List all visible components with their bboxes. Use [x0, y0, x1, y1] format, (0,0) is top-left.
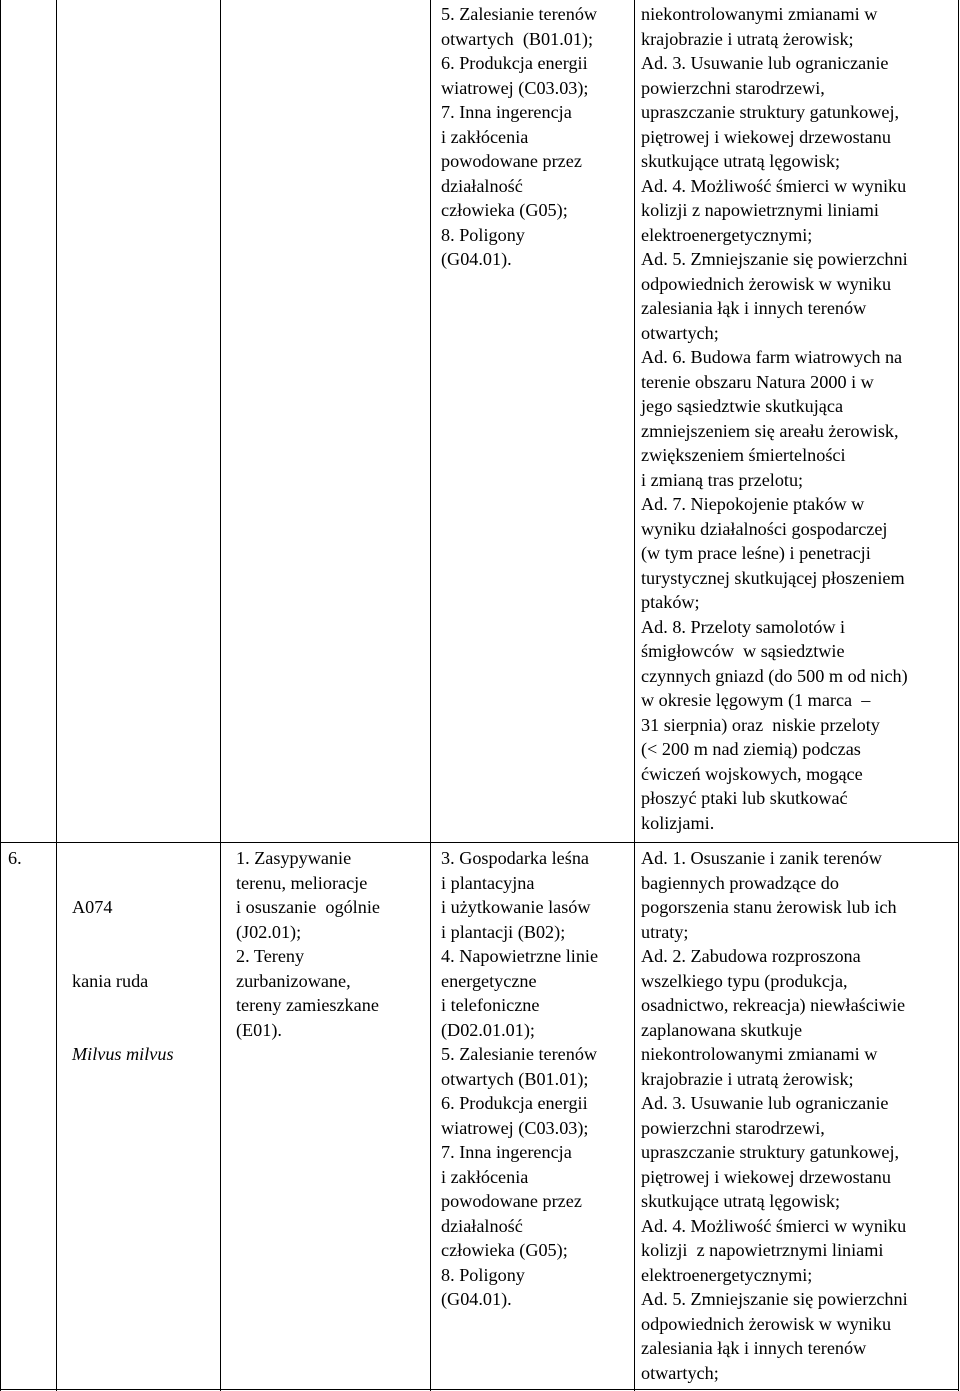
text-line: działalność [441, 175, 523, 196]
potential-threats-cell [441, 846, 598, 1312]
text-line: Ad. 5. Zmniejszanie się powierzchni [641, 249, 908, 269]
text-line: wyniku działalności gospodarczej [641, 518, 888, 539]
text-line: powierzchni starodrzewi, [641, 1117, 825, 1138]
text-line: niekontrolowanymi zmianami w [641, 4, 878, 24]
column-divider-2 [220, 0, 221, 1391]
table-border-left [0, 0, 1, 1391]
text-line: śmigłowców w sąsiedztwie [641, 641, 845, 661]
text-line: 5. Zalesianie terenów [441, 1044, 598, 1064]
text-line: zalesiania łąk i innych terenów [641, 1338, 867, 1358]
text-line: Ad. 3. Usuwanie lub ograniczanie [641, 1093, 889, 1113]
text-line: powierzchni starodrzewi, [641, 77, 825, 98]
text-line: skutkujące utratą lęgowisk; [641, 151, 840, 171]
text-line: terenie obszaru Natura 2000 i w [641, 371, 874, 392]
text-line: skutkujące utratą lęgowisk; [641, 1191, 840, 1211]
text-line: 1. Zasypywanie [236, 848, 352, 868]
text-line: i zakłócenia [441, 1166, 529, 1187]
text-line: otwartych (B01.01); [441, 1068, 589, 1089]
table-border-right [958, 0, 959, 1391]
species-latin-name: Milvus milvus [72, 1044, 174, 1064]
text-line: upraszczanie struktury gatunkowej, [641, 1142, 900, 1162]
text-line: Ad. 1. Osuszanie i zanik terenów [641, 848, 882, 868]
text-line: (E01). [236, 1019, 282, 1040]
text-line: i plantacji (B02); [441, 921, 566, 942]
text-line: człowieka (G05); [441, 200, 568, 220]
text-line: i telefoniczne [441, 995, 540, 1015]
text-line: i plantacyjna [441, 872, 535, 893]
text-line: piętrowej i wiekowej drzewostanu [641, 1166, 891, 1187]
row-divider [0, 842, 959, 843]
text-line: odpowiednich żerowisk w wyniku [641, 273, 892, 294]
text-line: płoszyć ptaki lub skutkować [641, 788, 848, 808]
species-common-name: kania ruda [72, 970, 149, 991]
species-code: A074 [72, 897, 113, 917]
text-line: (< 200 m nad ziemią) podczas [641, 739, 861, 759]
column-divider-4 [634, 0, 635, 1391]
text-line: w okresie lęgowym (1 marca – [641, 690, 871, 710]
species-names-cell [72, 846, 174, 1091]
description-cell [641, 846, 908, 1385]
text-line: Ad. 3. Usuwanie lub ograniczanie [641, 53, 889, 73]
text-line: bagiennych prowadzące do [641, 872, 839, 893]
text-line: działalność [441, 1215, 523, 1236]
text-line: kolizji z napowietrznymi liniami [641, 1240, 884, 1260]
text-line: ćwiczeń wojskowych, mogące [641, 763, 863, 784]
text-line: i zakłócenia [441, 126, 529, 147]
text-line: (J02.01); [236, 921, 302, 942]
text-line: piętrowej i wiekowej drzewostanu [641, 126, 891, 147]
text-line: wiatrowej (C03.03); [441, 1117, 589, 1138]
text-line: upraszczanie struktury gatunkowej, [641, 102, 900, 122]
text-line: (G04.01). [441, 249, 512, 269]
column-divider-1 [56, 0, 57, 1391]
column-divider-3 [430, 0, 431, 1391]
text-line: 3. Gospodarka leśna [441, 848, 589, 868]
text-line: jego sąsiedztwie skutkująca [641, 396, 844, 416]
text-line: wszelkiego typu (produkcja, [641, 970, 848, 991]
text-line: energetyczne [441, 970, 537, 991]
text-line: odpowiednich żerowisk w wyniku [641, 1313, 892, 1334]
text-line: krajobrazie i utratą żerowisk; [641, 28, 854, 49]
text-line: elektroenergetycznymi; [641, 224, 813, 245]
text-line: Ad. 6. Budowa farm wiatrowych na [641, 347, 903, 367]
text-line: 7. Inna ingerencja [441, 1142, 572, 1162]
text-line: Ad. 4. Możliwość śmierci w wyniku [641, 175, 907, 196]
text-line: pogorszenia stanu żerowisk lub ich [641, 897, 897, 917]
text-line: czynnych gniazd (do 500 m od nich) [641, 665, 908, 686]
text-line: 4. Napowietrzne linie [441, 946, 599, 966]
text-line: Ad. 5. Zmniejszanie się powierzchni [641, 1289, 908, 1309]
text-line: 7. Inna ingerencja [441, 102, 572, 122]
text-line: człowieka (G05); [441, 1240, 568, 1260]
text-line: Ad. 2. Zabudowa rozproszona [641, 946, 861, 966]
text-line: 8. Poligony [441, 1264, 525, 1285]
text-line: 6. Produkcja energii [441, 1093, 588, 1113]
text-line: Ad. 7. Niepokojenie ptaków w [641, 494, 865, 514]
text-line: otwartych (B01.01); [441, 28, 594, 49]
species-number: 6. [8, 848, 22, 868]
text-line: 31 sierpnia) oraz niskie przeloty [641, 714, 880, 735]
text-line: i osuszanie ogólnie [236, 897, 380, 917]
text-line: i zmianą tras przelotu; [641, 469, 804, 490]
text-line: (D02.01.01); [441, 1019, 535, 1040]
text-line: 2. Tereny [236, 946, 305, 966]
text-line: utraty; [641, 921, 689, 942]
text-line: zalesiania łąk i innych terenów [641, 298, 867, 318]
top-description-cell [641, 2, 908, 835]
text-line: terenu, melioracje [236, 872, 368, 893]
text-line: tereny zamieszkane [236, 995, 379, 1015]
text-line: otwartych; [641, 1362, 719, 1383]
text-line: zwiększeniem śmiertelności [641, 445, 846, 465]
text-line: ptaków; [641, 592, 700, 612]
text-line: kolizji z napowietrznymi liniami [641, 200, 879, 220]
table-border-bottom [0, 1389, 959, 1390]
text-line: zurbanizowane, [236, 970, 351, 991]
top-potential-threats-cell [441, 2, 597, 272]
text-line: zaplanowana skutkuje [641, 1019, 803, 1040]
text-line: (w tym prace leśne) i penetracji [641, 543, 871, 563]
text-line: otwartych; [641, 322, 719, 343]
text-line: i użytkowanie lasów [441, 897, 591, 917]
text-line: powodowane przez [441, 151, 582, 171]
text-line: wiatrowej (C03.03); [441, 77, 589, 98]
text-line: niekontrolowanymi zmianami w [641, 1044, 878, 1064]
text-line: krajobrazie i utratą żerowisk; [641, 1068, 854, 1089]
text-line: kolizjami. [641, 812, 715, 833]
text-line: zmniejszeniem się areału żerowisk, [641, 420, 899, 441]
existing-threats-cell [236, 846, 380, 1042]
text-line: elektroenergetycznymi; [641, 1264, 813, 1285]
text-line: 5. Zalesianie terenów [441, 4, 598, 24]
text-line: powodowane przez [441, 1191, 582, 1211]
text-line: turystycznej skutkującej płoszeniem [641, 567, 905, 588]
text-line: Ad. 8. Przeloty samolotów i [641, 616, 846, 637]
text-line: (G04.01). [441, 1289, 512, 1309]
text-line: osadnictwo, rekreacja) niewłaściwie [641, 995, 906, 1015]
text-line: Ad. 4. Możliwość śmierci w wyniku [641, 1215, 907, 1236]
text-line: 8. Poligony [441, 224, 525, 245]
text-line: 6. Produkcja energii [441, 53, 588, 73]
